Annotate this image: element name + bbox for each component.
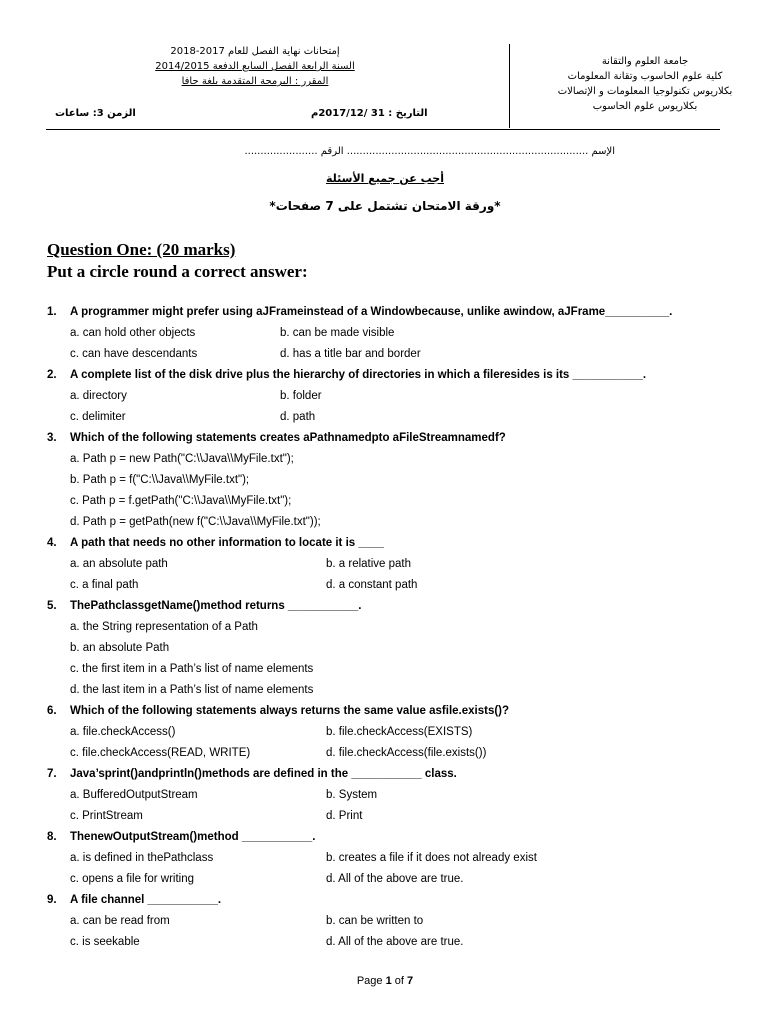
- question-stem: A path that needs no other information to locate it is ____: [70, 537, 384, 549]
- pages-note: *ورقة الامتحان تشتمل على 7 صفحات*: [269, 199, 501, 213]
- answer-option: a. is defined in thePathclass: [70, 852, 214, 864]
- question-text: [47, 302, 737, 323]
- question-number: 6.: [47, 705, 57, 717]
- question-text: [47, 890, 737, 911]
- faculty-name: كلية علوم الحاسوب وتقانة المعلومات: [567, 71, 723, 82]
- answer-options: [47, 323, 737, 365]
- answer-options: [47, 554, 737, 596]
- question-list: [47, 302, 737, 953]
- question-stem: A complete list of the disk drive plus the hierarchy of directories in which a fileresides is its ___________.: [70, 369, 647, 381]
- answer-option: a. the String representation of a Path: [70, 621, 258, 633]
- answer-option: d. a constant path: [326, 579, 418, 591]
- exam-title: إمتحانات نهاية الفصل للعام 2017-2018: [170, 46, 340, 57]
- answer-option: b. can be made visible: [280, 327, 395, 339]
- question-item: [47, 533, 737, 596]
- question-number: 8.: [47, 831, 57, 843]
- answer-option: b. Path p = f("C:\\Java\\MyFile.txt");: [70, 474, 250, 486]
- question-number: 7.: [47, 768, 57, 780]
- answer-option: c. can have descendants: [70, 348, 198, 360]
- exam-date: التاريخ : 31 /2017/12م: [311, 108, 428, 119]
- question-stem: ThePathclassgetName()method returns ___________.: [70, 600, 362, 612]
- answer-option: d. path: [280, 411, 316, 423]
- page-total: 7: [407, 975, 414, 987]
- question-stem: ThenewOutputStream()method ___________.: [70, 831, 316, 843]
- answer-option: c. the first item in a Path’s list of name elements: [70, 663, 314, 675]
- question-text: [47, 428, 737, 449]
- question-instruction: Put a circle round a correct answer:: [47, 262, 308, 281]
- question-number: 5.: [47, 600, 57, 612]
- answer-options: [47, 617, 737, 701]
- program-cs: بكلاريوس علوم الحاسوب: [592, 101, 698, 112]
- footer-middle: of: [391, 975, 408, 987]
- answer-options: [47, 848, 737, 890]
- question-stem: Java’sprint()andprintln()methods are defined in the ___________ class.: [70, 768, 457, 780]
- question-item: [47, 596, 737, 701]
- answer-option: a. can be read from: [70, 915, 170, 927]
- answer-option: b. can be written to: [326, 915, 424, 927]
- answer-option: d. All of the above are true.: [326, 936, 464, 948]
- answer-all-instruction: أجب عن جميع الأسئلة: [326, 172, 444, 185]
- answer-option: a. file.checkAccess(): [70, 726, 176, 738]
- answer-option: c. opens a file for writing: [70, 873, 195, 885]
- question-number: 4.: [47, 537, 57, 549]
- question-stem: A programmer might prefer using aJFrameinstead of a Windowbecause, unlike awindow, aJFrame__________.: [70, 306, 673, 318]
- answer-option: c. file.checkAccess(READ, WRITE): [70, 747, 251, 759]
- question-number: 2.: [47, 369, 57, 381]
- answer-option: b. a relative path: [326, 558, 412, 570]
- question-stem: Which of the following statements always returns the same value asfile.exists()?: [70, 705, 510, 717]
- question-stem: A file channel ___________.: [70, 894, 222, 906]
- university-name: جامعة العلوم والتقانة: [601, 56, 689, 67]
- question-number: 9.: [47, 894, 57, 906]
- answer-option: d. Print: [326, 810, 363, 822]
- answer-option: b. file.checkAccess(EXISTS): [326, 726, 473, 738]
- question-text: [47, 764, 737, 785]
- question-text: [47, 365, 737, 386]
- question-item: [47, 890, 737, 953]
- exam-header: [95, 44, 415, 89]
- answer-option: a. Path p = new Path("C:\\Java\\MyFile.txt");: [70, 453, 294, 465]
- answer-options: [47, 785, 737, 827]
- answer-option: c. delimiter: [70, 411, 126, 423]
- student-name-line: الإسم ............................................................................ الرقم .......................: [244, 146, 615, 157]
- exam-duration: الزمن 3: ساعات: [55, 108, 136, 119]
- exam-year: السنة الرابعة الفصل السابع الدفعة 2014/2015: [155, 61, 355, 72]
- answer-option: b. folder: [280, 390, 322, 402]
- question-text: [47, 827, 737, 848]
- answer-options: [47, 449, 737, 533]
- question-item: [47, 365, 737, 428]
- question-item: [47, 827, 737, 890]
- question-stem: Which of the following statements creates aPathnamedpto aFileStreamnamedf?: [70, 432, 506, 444]
- answer-option: d. All of the above are true.: [326, 873, 464, 885]
- answer-option: a. an absolute path: [70, 558, 168, 570]
- answer-option: b. System: [326, 789, 378, 801]
- answer-option: a. directory: [70, 390, 127, 402]
- answer-option: a. BufferedOutputStream: [70, 789, 198, 801]
- program-it: بكلاريوس تكنولوجيا المعلومات و الإتصالات: [557, 86, 733, 97]
- question-number: 1.: [47, 306, 57, 318]
- answer-option: d. Path p = getPath(new f("C:\\Java\\MyFile.txt"));: [70, 516, 321, 528]
- header-rule: [46, 129, 720, 130]
- answer-option: c. a final path: [70, 579, 139, 591]
- question-item: [47, 764, 737, 827]
- answer-option: b. an absolute Path: [70, 642, 170, 654]
- answer-option: a. can hold other objects: [70, 327, 196, 339]
- question-text: [47, 596, 737, 617]
- answer-options: [47, 911, 737, 953]
- answer-option: c. is seekable: [70, 936, 140, 948]
- question-item: [47, 302, 737, 365]
- question-text: [47, 701, 737, 722]
- answer-option: c. Path p = f.getPath("C:\\Java\\MyFile.txt");: [70, 495, 292, 507]
- answer-options: [47, 386, 737, 428]
- answer-options: [47, 722, 737, 764]
- question-item: [47, 701, 737, 764]
- answer-option: c. PrintStream: [70, 810, 143, 822]
- header-divider: [509, 44, 510, 128]
- exam-course: المقرر : البرمجة المتقدمة بلغة جافا: [181, 76, 329, 87]
- answer-option: b. creates a file if it does not already exist: [326, 852, 537, 864]
- question-number: 3.: [47, 432, 57, 444]
- page-current: 1: [385, 975, 392, 987]
- page-footer: [0, 975, 770, 987]
- answer-option: d. has a title bar and border: [280, 348, 421, 360]
- footer-prefix: Page: [356, 975, 386, 987]
- question-item: [47, 428, 737, 533]
- question-text: [47, 533, 737, 554]
- answer-option: d. file.checkAccess(file.exists()): [326, 747, 487, 759]
- question-title: Question One: (20 marks): [47, 240, 236, 259]
- university-header: [540, 54, 750, 114]
- answer-option: d. the last item in a Path’s list of name elements: [70, 684, 314, 696]
